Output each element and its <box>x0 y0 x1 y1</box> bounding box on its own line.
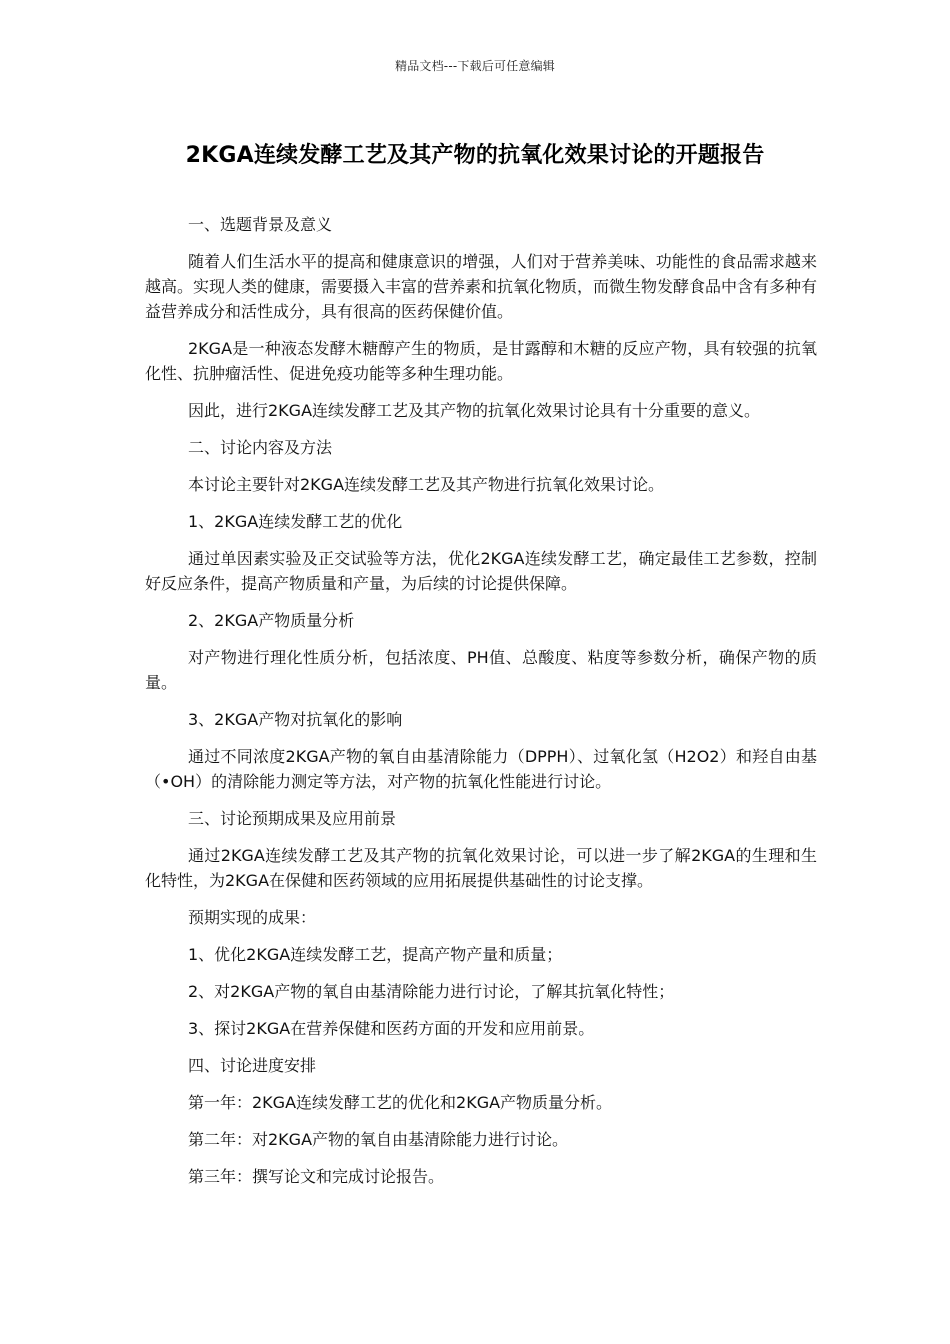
paragraph: 通过单因素实验及正交试验等方法，优化2KGA连续发酵工艺，确定最佳工艺参数，控制好反应条件，提高产物质量和产量，为后续的讨论提供保障。 <box>145 549 817 593</box>
document-body <box>145 212 817 1201</box>
list-item: 1、优化2KGA连续发酵工艺，提高产物产量和质量； <box>188 945 563 964</box>
section-heading: 二、讨论内容及方法 <box>188 438 333 457</box>
list-intro: 预期实现的成果： <box>188 908 317 927</box>
paragraph: 随着人们生活水平的提高和健康意识的增强，人们对于营养美味、功能性的食品需求越来越高。实现人类的健康，需要摄入丰富的营养素和抗氧化物质，而微生物发酵食品中含有多种有益营养成分和活性成分，具有很高的医药保健价值。 <box>145 252 818 321</box>
paragraph: 通过不同浓度2KGA产物的氧自由基清除能力（DPPH）、过氧化氢（H2O2）和羟自由基（•OH）的清除能力测定等方法，对产物的抗氧化性能进行讨论。 <box>145 747 817 791</box>
header-note: 精品文档---下载后可任意编辑 <box>395 59 555 73</box>
paragraph: 因此，进行2KGA连续发酵工艺及其产物的抗氧化效果讨论具有十分重要的意义。 <box>188 401 761 420</box>
paragraph: 对产物进行理化性质分析，包括浓度、PH值、总酸度、粘度等参数分析，确保产物的质量。 <box>145 648 817 692</box>
schedule-item: 第二年：对2KGA产物的氧自由基清除能力进行讨论。 <box>188 1130 569 1149</box>
schedule-item: 第一年：2KGA连续发酵工艺的优化和2KGA产物质量分析。 <box>188 1093 613 1112</box>
section-heading: 三、讨论预期成果及应用前景 <box>188 809 397 828</box>
subsection-heading: 2、2KGA产物质量分析 <box>188 611 355 630</box>
subsection-heading: 3、2KGA产物对抗氧化的影响 <box>188 710 403 729</box>
section-heading: 四、讨论进度安排 <box>188 1056 317 1075</box>
paragraph: 2KGA是一种液态发酵木糖醇产生的物质，是甘露醇和木糖的反应产物，具有较强的抗氧化性、抗肿瘤活性、促进免疫功能等多种生理功能。 <box>145 339 817 383</box>
list-item: 3、探讨2KGA在营养保健和医药方面的开发和应用前景。 <box>188 1019 595 1038</box>
list-item: 2、对2KGA产物的氧自由基清除能力进行讨论，了解其抗氧化特性； <box>188 982 675 1001</box>
schedule-item: 第三年：撰写论文和完成讨论报告。 <box>188 1167 445 1186</box>
section-heading: 一、选题背景及意义 <box>188 215 333 234</box>
paragraph: 本讨论主要针对2KGA连续发酵工艺及其产物进行抗氧化效果讨论。 <box>188 475 665 494</box>
document-title: 2KGA连续发酵工艺及其产物的抗氧化效果讨论的开题报告 <box>185 143 765 168</box>
paragraph: 通过2KGA连续发酵工艺及其产物的抗氧化效果讨论，可以进一步了解2KGA的生理和生化特性，为2KGA在保健和医药领域的应用拓展提供基础性的讨论支撑。 <box>145 846 817 890</box>
subsection-heading: 1、2KGA连续发酵工艺的优化 <box>188 512 403 531</box>
